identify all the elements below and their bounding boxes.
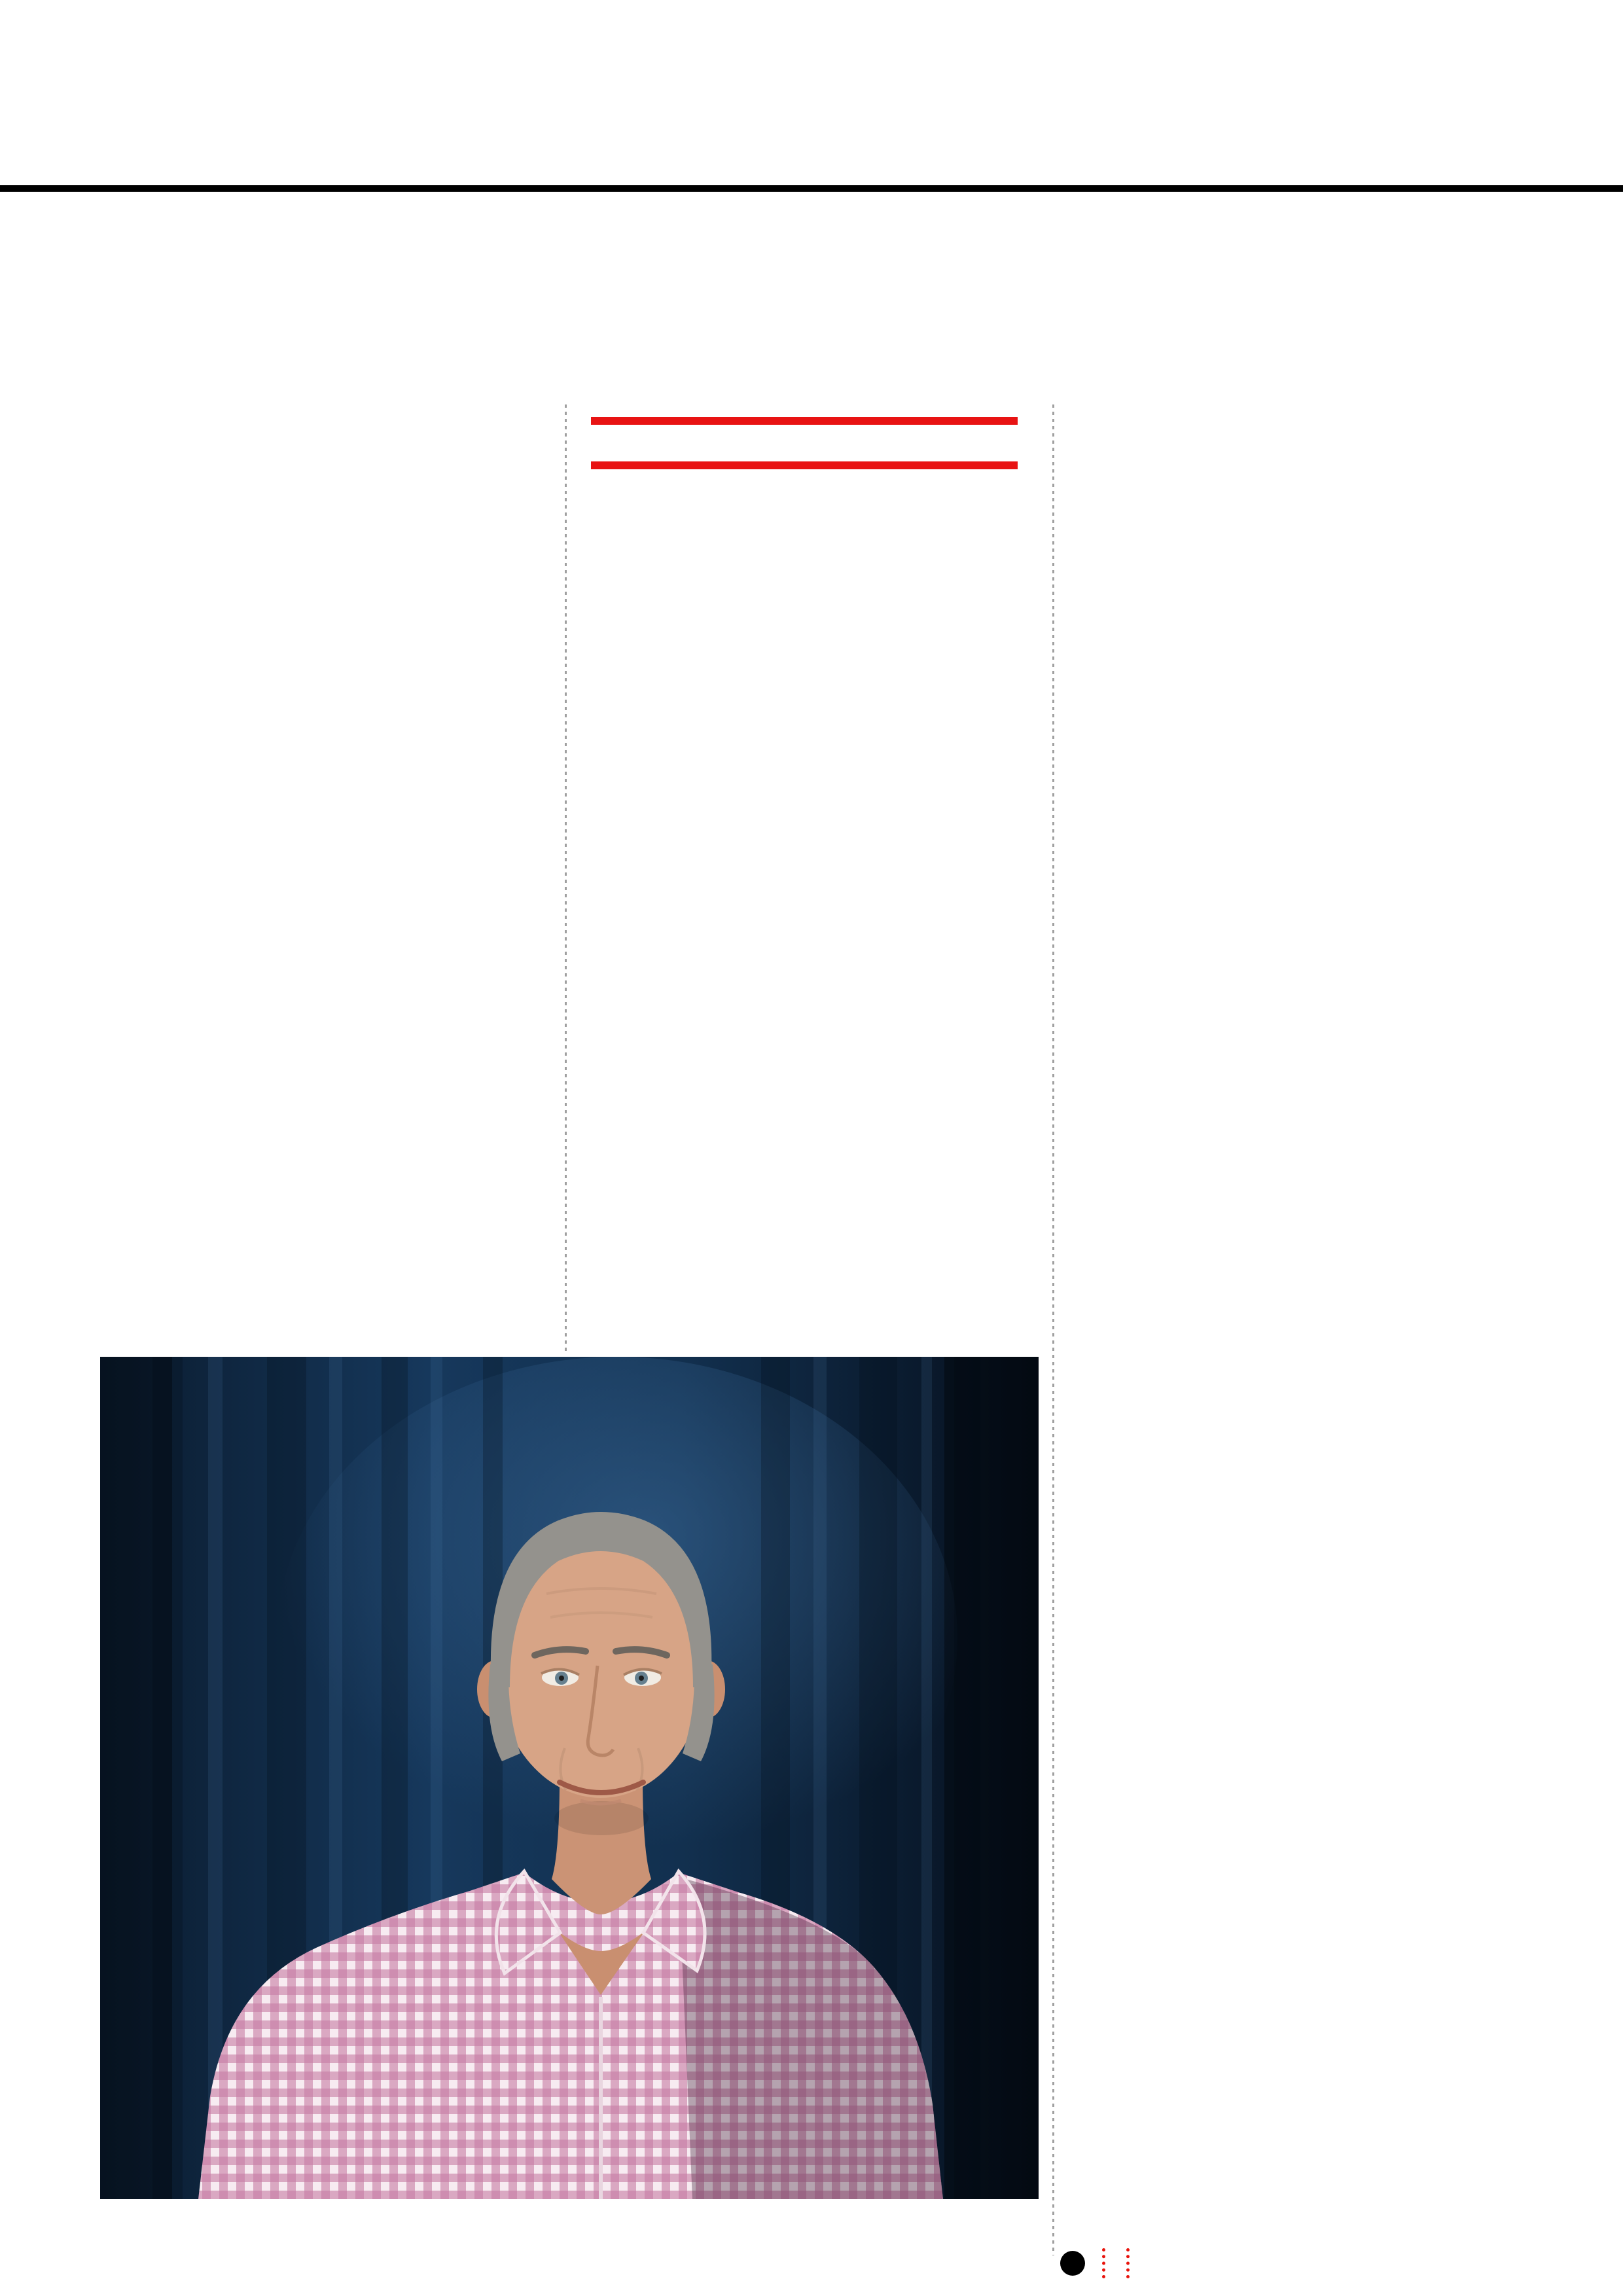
footer-divider-icon bbox=[1102, 2248, 1105, 2278]
column-left bbox=[100, 401, 507, 1352]
page-footer bbox=[1060, 2242, 1530, 2284]
footer-divider-icon bbox=[1126, 2248, 1130, 2278]
column-divider-right bbox=[1052, 404, 1054, 2255]
column-divider-left bbox=[565, 404, 567, 1355]
instore-logo-icon bbox=[1060, 2251, 1085, 2276]
top-rule bbox=[0, 185, 1623, 192]
portrait-photo bbox=[100, 1357, 1039, 2199]
portrait-photo-illustration bbox=[100, 1357, 1039, 2199]
pull-quote bbox=[591, 417, 1018, 469]
column-middle bbox=[591, 401, 1018, 1352]
